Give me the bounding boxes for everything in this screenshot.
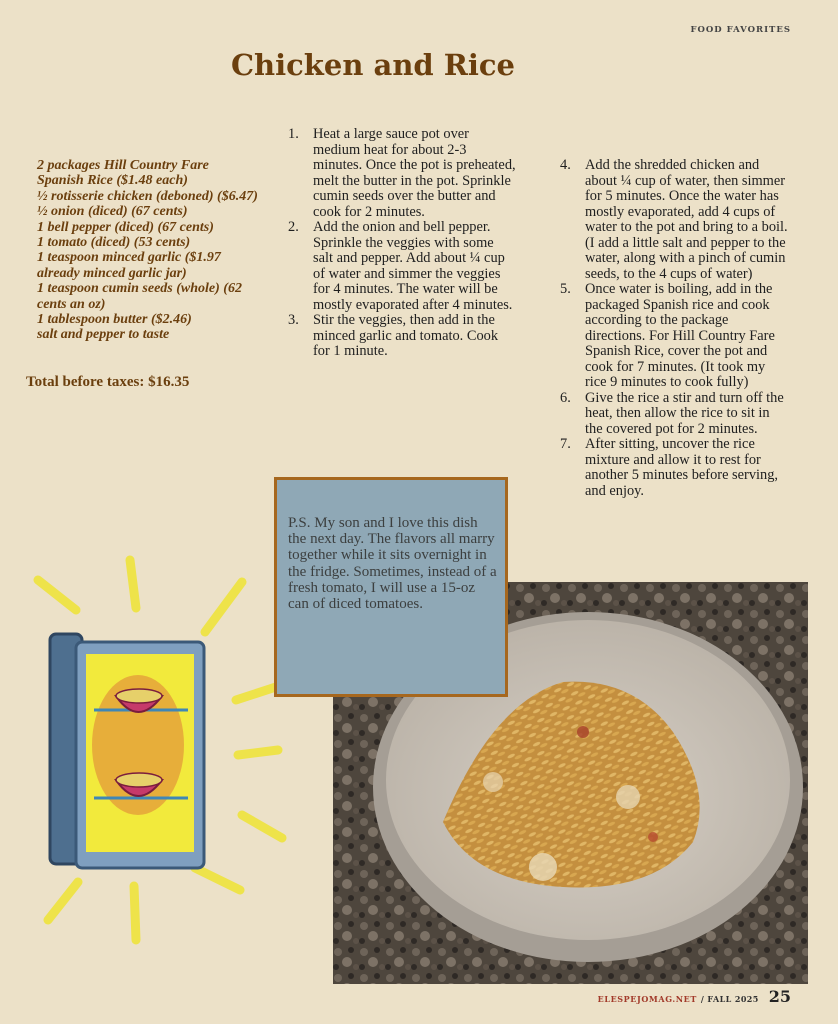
step-number: 5. xyxy=(560,281,571,297)
step-number: 3. xyxy=(288,312,299,328)
step-item xyxy=(288,220,516,313)
step-text: Add the onion and bell pepper. Sprinkle the veggies with some salt and pepper. Add about ¼ cup of water and simmer the veggies for 4 minutes. The water will be mostly evaporated after 4 minutes. xyxy=(313,219,513,313)
step-number: 7. xyxy=(560,436,571,452)
step-text: Add the shredded chicken and about ¼ cup of water, then simmer for 5 minutes. Once the water has mostly evaporated, add 4 cups of water to the pot and bring to a boil. (I add a little salt and pepper to the water, along with a pinch of cumin seeds, to the 4 cups of water) xyxy=(585,157,788,282)
step-number: 1. xyxy=(288,126,299,142)
ps-note-box xyxy=(274,477,508,697)
step-text: After sitting, uncover the rice mixture and allow it to rest for another 5 minutes before serving, and enjoy. xyxy=(585,436,779,499)
step-text: Once water is boiling, add in the packaged Spanish rice and cook according to the package directions. For Hill Country Fare Spanish Rice, cover the pot and cook for 7 minutes. (It took my rice 9 minutes to cook fully) xyxy=(585,281,775,390)
step-item xyxy=(288,127,516,220)
step-text: Give the rice a stir and turn off the heat, then allow the rice to sit in the covered pot for 2 minutes. xyxy=(585,389,784,437)
ingredients-list xyxy=(37,158,259,343)
ingredient-item: 1 bell pepper (diced) (67 cents) xyxy=(37,219,214,235)
page-number: 25 xyxy=(768,987,791,1006)
ingredient-item: ½ onion (diced) (67 cents) xyxy=(37,204,188,220)
page-title: Chicken and Rice xyxy=(230,48,516,82)
step-item xyxy=(560,282,788,391)
ingredient-item: 1 tablespoon butter ($2.46) xyxy=(37,312,192,328)
steps-column-2 xyxy=(560,158,788,499)
page-footer xyxy=(598,987,791,1006)
ps-note-text: P.S. My son and I love this dish the next day. The flavors all marry together while it sits overnight in the fridge. Sometimes, instead of a fresh tomato, I will use a 15-oz can of diced tomatoes. xyxy=(288,515,497,613)
step-text: Heat a large sauce pot over medium heat for about 2-3 minutes. Once the pot is preheated, melt the butter in the pot. Sprinkle cumin seeds over the butter and cook for 2 minutes. xyxy=(313,126,516,220)
step-item xyxy=(560,158,788,282)
ingredient-item: ½ rotisserie chicken (deboned) ($6.47) xyxy=(37,188,258,204)
ingredient-item: salt and pepper to taste xyxy=(37,327,170,343)
ingredient-item: 1 teaspoon minced garlic ($1.97 already minced garlic jar) xyxy=(37,250,221,281)
steps-column-1 xyxy=(288,127,516,360)
footer-site: ELESPEJOMAG.NET xyxy=(597,994,697,1004)
total-cost: Total before taxes: $16.35 xyxy=(26,374,190,390)
footer-issue: / FALL 2025 xyxy=(700,994,759,1004)
ingredient-item: 1 tomato (diced) (53 cents) xyxy=(37,235,191,251)
step-text: Stir the veggies, then add in the minced garlic and tomato. Cook for 1 minute. xyxy=(313,312,499,359)
step-item xyxy=(288,313,516,360)
section-label: FOOD FAVORITES xyxy=(690,25,791,35)
ingredient-item: 2 packages Hill Country Fare Spanish Rice ($1.48 each) xyxy=(37,158,209,189)
step-number: 2. xyxy=(288,219,299,235)
ingredient-item: 1 teaspoon cumin seeds (whole) (62 cents an oz) xyxy=(37,281,242,312)
step-item xyxy=(560,391,788,438)
step-number: 4. xyxy=(560,157,571,173)
step-number: 6. xyxy=(560,389,571,406)
step-item xyxy=(560,437,788,499)
